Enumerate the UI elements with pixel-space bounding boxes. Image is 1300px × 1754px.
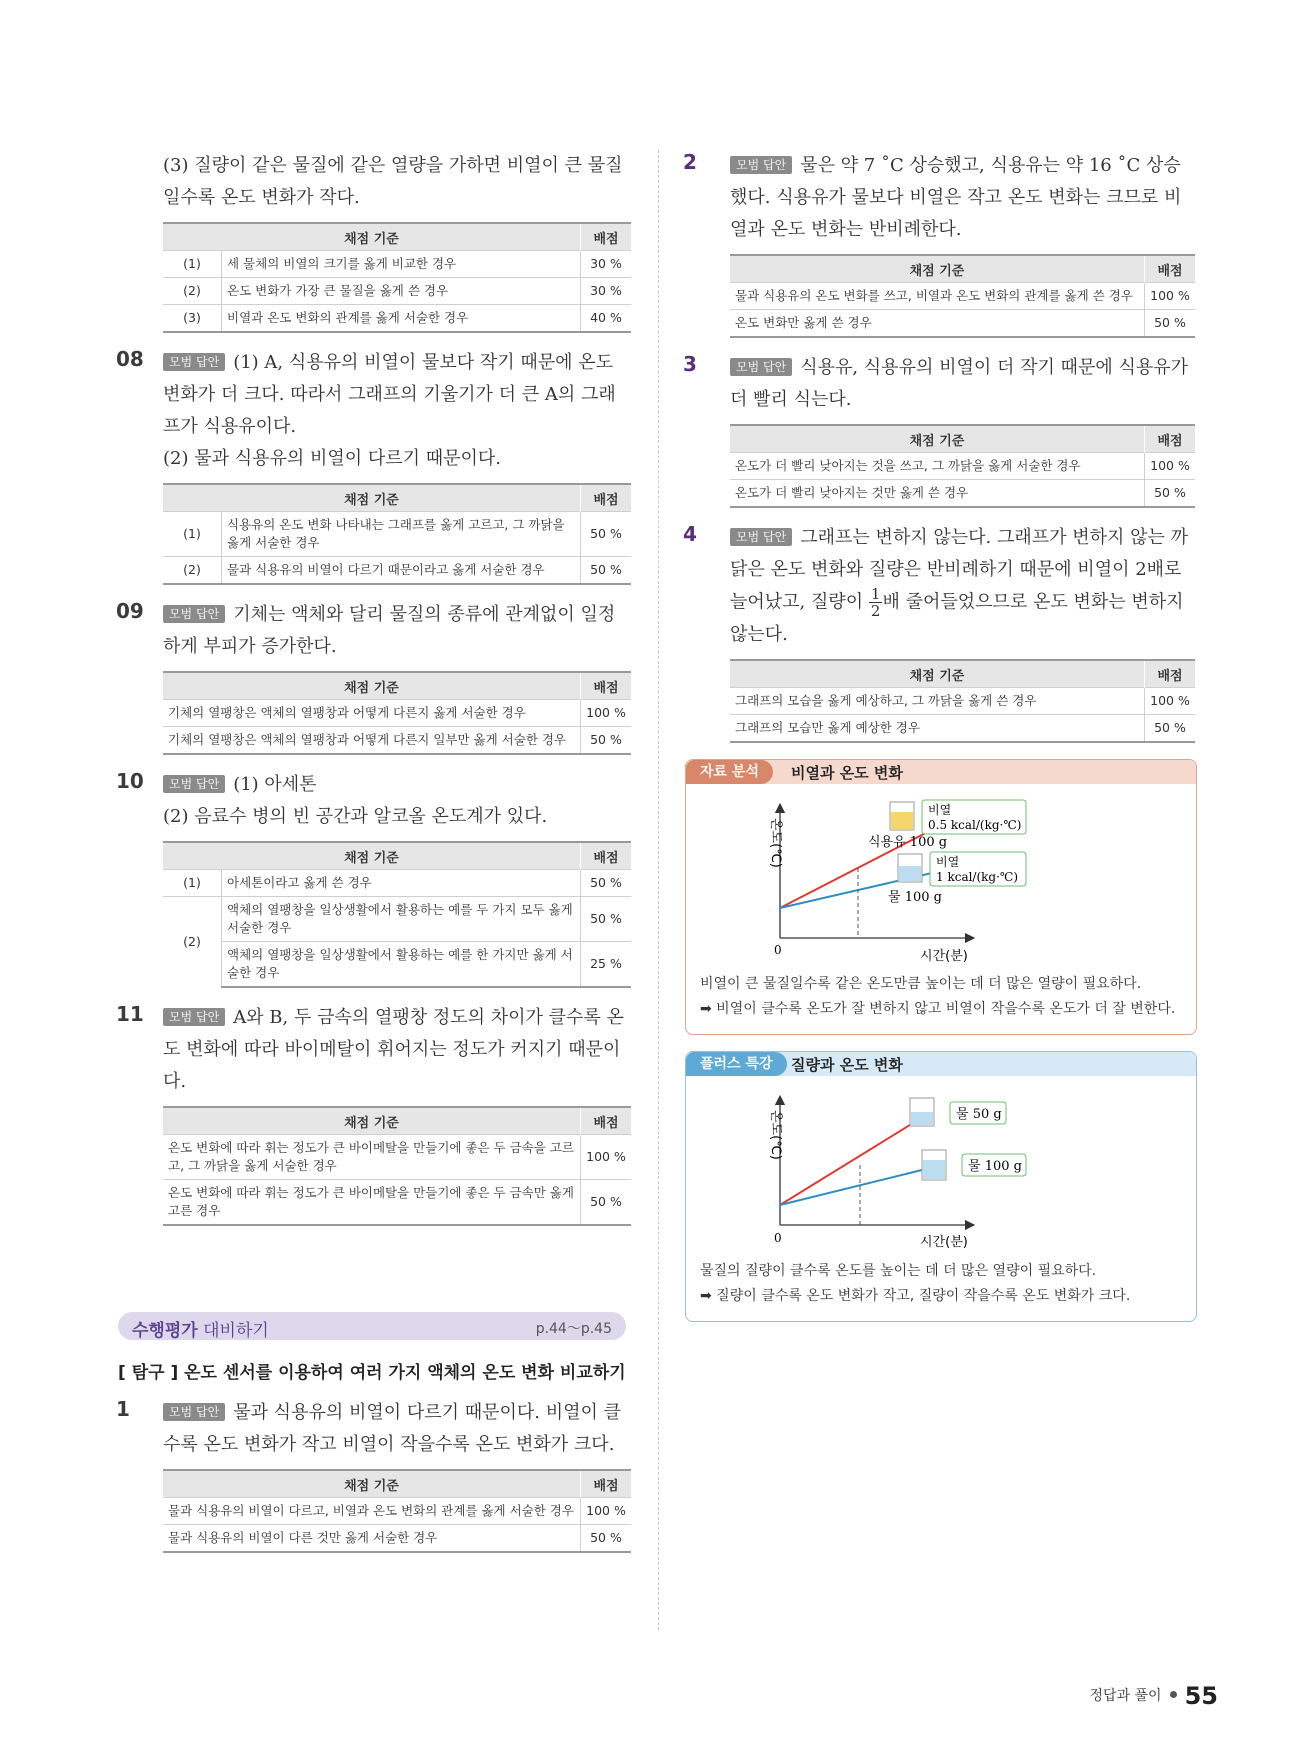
table-row: 액체의 열팽창을 일상생활에서 활용하는 예를 한 가지만 옳게 서술한 경우 25 % [163,942,631,988]
model-answer-badge: 모범 답안 [163,353,225,371]
x-axis-label: 시간(분) [920,949,968,964]
answer-text: 식용유, 식용유의 비열이 더 작기 때문에 식용유가 더 빨리 식는다. [730,357,1188,410]
table-row: (1) 식용유의 온도 변화 나타내는 그래프를 옳게 고르고, 그 까닭을 옳게 서술한 경우 50 % [163,512,631,557]
p2 [685,150,1195,338]
q10 [118,769,631,988]
fraction: $\frac{1}{2}$ [870,585,881,620]
table-row: 기체의 열팽창은 액체의 열팽창과 어떻게 다른지 일부만 옳게 서술한 경우 50 % [163,727,631,755]
question-number: 11 [116,1002,144,1026]
water100-line [780,1168,930,1205]
performance-assessment-banner [118,1312,626,1340]
answer-text: (2) 음료수 병의 빈 공간과 알코올 온도계가 있다. [163,806,548,827]
water50-line [780,1120,918,1205]
footer-label: 정답과 풀이 [1089,1688,1162,1704]
water-beaker-icon [898,854,922,882]
table-row: 물과 식용유의 비열이 다른 것만 옳게 서술한 경우 50 % [163,1525,631,1553]
p4-score-table: 채점 기준 배점 그래프의 모습을 옳게 예상하고, 그 까닭을 옳게 쓴 경우 100 % 그래프의 모습만 옳게 예상한 경우 50 % [730,659,1195,743]
banner-title-rest: 대비하기 [197,1321,269,1341]
table-row: (2) 온도 변화가 가장 큰 물질을 옳게 쓴 경우 30 % [163,278,631,305]
y-axis-label: 온도(℃) [768,1110,783,1160]
table-row: (1) 세 물체의 비열의 크기를 옳게 비교한 경우 30 % [163,251,631,278]
question-number: 09 [116,599,144,623]
q08-score-table: 채점 기준 배점 (1) 식용유의 온도 변화 나타내는 그래프를 옳게 고르고, 그 까닭을 옳게 서술한 경우 50 % (2) 물과 식용유의 비열이 다르기 때문이라고 옳게 서술한 경우 50 % [163,483,631,585]
table-row: 온도가 더 빨리 낮아지는 것만 옳게 쓴 경우 50 % [730,480,1195,508]
answer-text: 기체는 액체와 달리 물질의 종류에 관계없이 일정하게 부피가 증가한다. [163,604,616,657]
oil-beaker-icon [890,802,914,830]
table-row: 온도가 더 빨리 낮아지는 것을 쓰고, 그 까닭을 옳게 서술한 경우 100 % [730,453,1195,480]
table-row: 기체의 열팽창은 액체의 열팽창과 어떻게 다른지 옳게 서술한 경우 100 % [163,700,631,727]
plus-lecture-box [685,1051,1197,1322]
svg-text:비열: 비열 [936,855,960,869]
box-caption: 비열이 큰 물질일수록 같은 온도만큼 높이는 데 더 많은 열량이 필요하다. [700,976,1142,992]
model-answer-badge: 모범 답안 [163,775,225,793]
box-caption-conclusion: ➡ 비열이 클수록 온도가 잘 변하지 않고 비열이 작을수록 온도가 더 잘 변한다. [700,1001,1176,1017]
question-number: 2 [683,150,697,174]
explore-title: [ 탐구 ] 온도 센서를 이용하여 여러 가지 액체의 온도 변화 비교하기 [118,1363,626,1383]
table-row: 온도 변화만 옳게 쓴 경우 50 % [730,310,1195,338]
answer-text: 물과 식용유의 비열이 다르기 때문이다. 비열이 클수록 온도 변화가 작고 비열이 작을수록 온도 변화가 크다. [163,1402,621,1455]
q09-score-table: 채점 기준 배점 기체의 열팽창은 액체의 열팽창과 어떻게 다른지 옳게 서술한 경우 100 % 기체의 열팽창은 액체의 열팽창과 어떻게 다른지 일부만 옳게 서술한 경우 50 % [163,671,631,755]
q10-score-table: 채점 기준 배점 (1) 아세톤이라고 옳게 쓴 경우 50 % (2) 액체의 열팽창을 일상생활에서 활용하는 예를 두 가지 모두 옳게 서술한 경우 50 % 액체의 열팽창을 일상생활에서 활용하는 예를 한 가지만 옳게 서술한 경우 25 % [163,841,631,988]
table-row: 그래프의 모습만 옳게 예상한 경우 50 % [730,715,1195,743]
model-answer-badge: 모범 답안 [163,605,225,623]
question-number: 4 [683,522,697,546]
table-row: (2) 물과 식용유의 비열이 다르기 때문이라고 옳게 서술한 경우 50 % [163,557,631,585]
footer-dot-icon [1170,1691,1177,1698]
column-divider [658,150,659,1630]
q08 [118,347,631,585]
specific-heat-graph [700,788,1180,968]
banner-title-bold: 수행평가 [132,1321,198,1341]
box-title: 질량과 온도 변화 [791,1056,903,1074]
box-title: 비열과 온도 변화 [791,764,903,782]
svg-text:물 100 g: 물 100 g [968,1159,1022,1174]
answer-text: (2) 물과 식용유의 비열이 다르기 때문이다. [163,448,502,469]
table-row: 온도 변화에 따라 휘는 정도가 큰 바이메탈을 만들기에 좋은 두 금속을 고르고, 그 까닭을 옳게 서술한 경우 100 % [163,1135,631,1180]
model-answer-badge: 모범 답안 [730,358,792,376]
model-answer-badge: 모범 답안 [163,1403,225,1421]
table-row: 물과 식용유의 비열이 다르고, 비열과 온도 변화의 관계를 옳게 서술한 경우 100 % [163,1498,631,1525]
x-axis-label: 시간(분) [920,1235,968,1250]
table-row: 온도 변화에 따라 휘는 정도가 큰 바이메탈을 만들기에 좋은 두 금속만 옳게 고른 경우 50 % [163,1180,631,1226]
table-row: (3) 비열과 온도 변화의 관계를 옳게 서술한 경우 40 % [163,305,631,333]
label-50g-callout [950,1102,1006,1124]
answer-text: 배 줄어들었으므로 온도 변화는 변하지 않는다. [730,591,1184,645]
origin-label: 0 [774,1231,782,1245]
page-number: 55 [1184,1682,1218,1710]
page-footer [1090,1682,1218,1710]
svg-text:비열: 비열 [928,803,952,817]
model-answer-badge: 모범 답안 [163,1008,225,1026]
q07-continued [118,150,631,333]
svg-text:물 50 g: 물 50 g [956,1107,1002,1122]
y-axis-label: 온도(℃) [768,818,783,868]
answer-text: (1) 아세톤 [233,774,317,795]
table-row: (1) 아세톤이라고 옳게 쓴 경우 50 % [163,870,631,897]
model-answer-badge: 모범 답안 [730,156,792,174]
data-analysis-box [685,759,1197,1035]
p1-score-table: 채점 기준 배점 물과 식용유의 비열이 다르고, 비열과 온도 변화의 관계를 옳게 서술한 경우 100 % 물과 식용유의 비열이 다른 것만 옳게 서술한 경우 50 % [163,1469,631,1553]
question-number: 3 [683,352,697,376]
svg-text:0.5 kcal/(kg·℃): 0.5 kcal/(kg·℃) [928,818,1022,832]
water-callout [930,852,1026,886]
q11-score-table: 채점 기준 배점 온도 변화에 따라 휘는 정도가 큰 바이메탈을 만들기에 좋은 두 금속을 고르고, 그 까닭을 옳게 서술한 경우 100 % 온도 변화에 따라 휘는 정도가 큰 바이메탈을 만들기에 좋은 두 금속만 옳게 고른 경우 50 % [163,1106,631,1226]
mass-graph [700,1080,1180,1255]
model-answer-badge: 모범 답안 [730,528,792,546]
right-column [685,150,1195,1322]
answer-text: 물은 약 7 ˚C 상승했고, 식용유는 약 16 ˚C 상승했다. 식용유가 물보다 비열은 작고 온도 변화는 크므로 비열과 온도 변화는 반비례한다. [730,155,1182,240]
origin-label: 0 [774,943,782,957]
box-tag: 플러스 특강 [686,1052,787,1076]
oil-callout [922,800,1026,834]
beaker-50g-icon [910,1098,934,1126]
p3-score-table: 채점 기준 배점 온도가 더 빨리 낮아지는 것을 쓰고, 그 까닭을 옳게 서술한 경우 100 % 온도가 더 빨리 낮아지는 것만 옳게 쓴 경우 50 % [730,424,1195,508]
table-row: 그래프의 모습을 옳게 예상하고, 그 까닭을 옳게 쓴 경우 100 % [730,688,1195,715]
beaker-100g-icon [922,1150,946,1180]
table-row: (2) 액체의 열팽창을 일상생활에서 활용하는 예를 두 가지 모두 옳게 서술한 경우 50 % [163,897,631,942]
left-column [118,150,631,1567]
question-number: 1 [116,1397,130,1421]
answer-text: (1) A, 식용유의 비열이 물보다 작기 때문에 온도 변화가 더 크다. 따라서 그래프의 기울기가 더 큰 A의 그래프가 식용유이다. [163,352,616,437]
p2-score-table: 채점 기준 배점 물과 식용유의 온도 변화를 쓰고, 비열과 온도 변화의 관계를 옳게 쓴 경우 100 % 온도 변화만 옳게 쓴 경우 50 % [730,254,1195,338]
q07-part3-text: (3) 질량이 같은 물질에 같은 열량을 가하면 비열이 큰 물질일수록 온도 변화가 작다. [163,155,623,208]
box-caption: 물질의 질량이 클수록 온도를 높이는 데 더 많은 열량이 필요하다. [700,1263,1097,1279]
question-number: 08 [116,347,144,371]
table-header-criteria: 채점 기준 [163,223,581,251]
svg-text:1 kcal/(kg·℃): 1 kcal/(kg·℃) [936,870,1019,884]
p1 [118,1397,631,1553]
oil-label: 식용유 100 g [868,835,948,850]
q07-score-table [163,222,631,333]
table-header-points: 배점 [581,223,632,251]
p4 [685,522,1195,743]
banner-pages: p.44～p.45 [535,1321,612,1337]
box-caption-conclusion: ➡ 질량이 클수록 온도 변화가 작고, 질량이 작을수록 온도 변화가 크다. [700,1288,1131,1304]
water-label: 물 100 g [888,890,942,905]
p3 [685,352,1195,508]
q09 [118,599,631,755]
table-row: 물과 식용유의 온도 변화를 쓰고, 비열과 온도 변화의 관계를 옳게 쓴 경우 100 % [730,283,1195,310]
answer-text: 그래프는 변하지 않는다. 그래프가 변하지 않는 까닭은 온도 변화와 질량은 반비례하기 때문에 비열이 2배로 늘어났고, 질량이 [730,527,1188,613]
question-number: 10 [116,769,144,793]
box-tag: 자료 분석 [686,760,773,784]
q11 [118,1002,631,1226]
label-100g-callout [962,1154,1026,1176]
answer-text: A와 B, 두 금속의 열팽창 정도의 차이가 클수록 온도 변화에 따라 바이메탈이 휘어지는 정도가 커지기 때문이다. [163,1007,624,1092]
